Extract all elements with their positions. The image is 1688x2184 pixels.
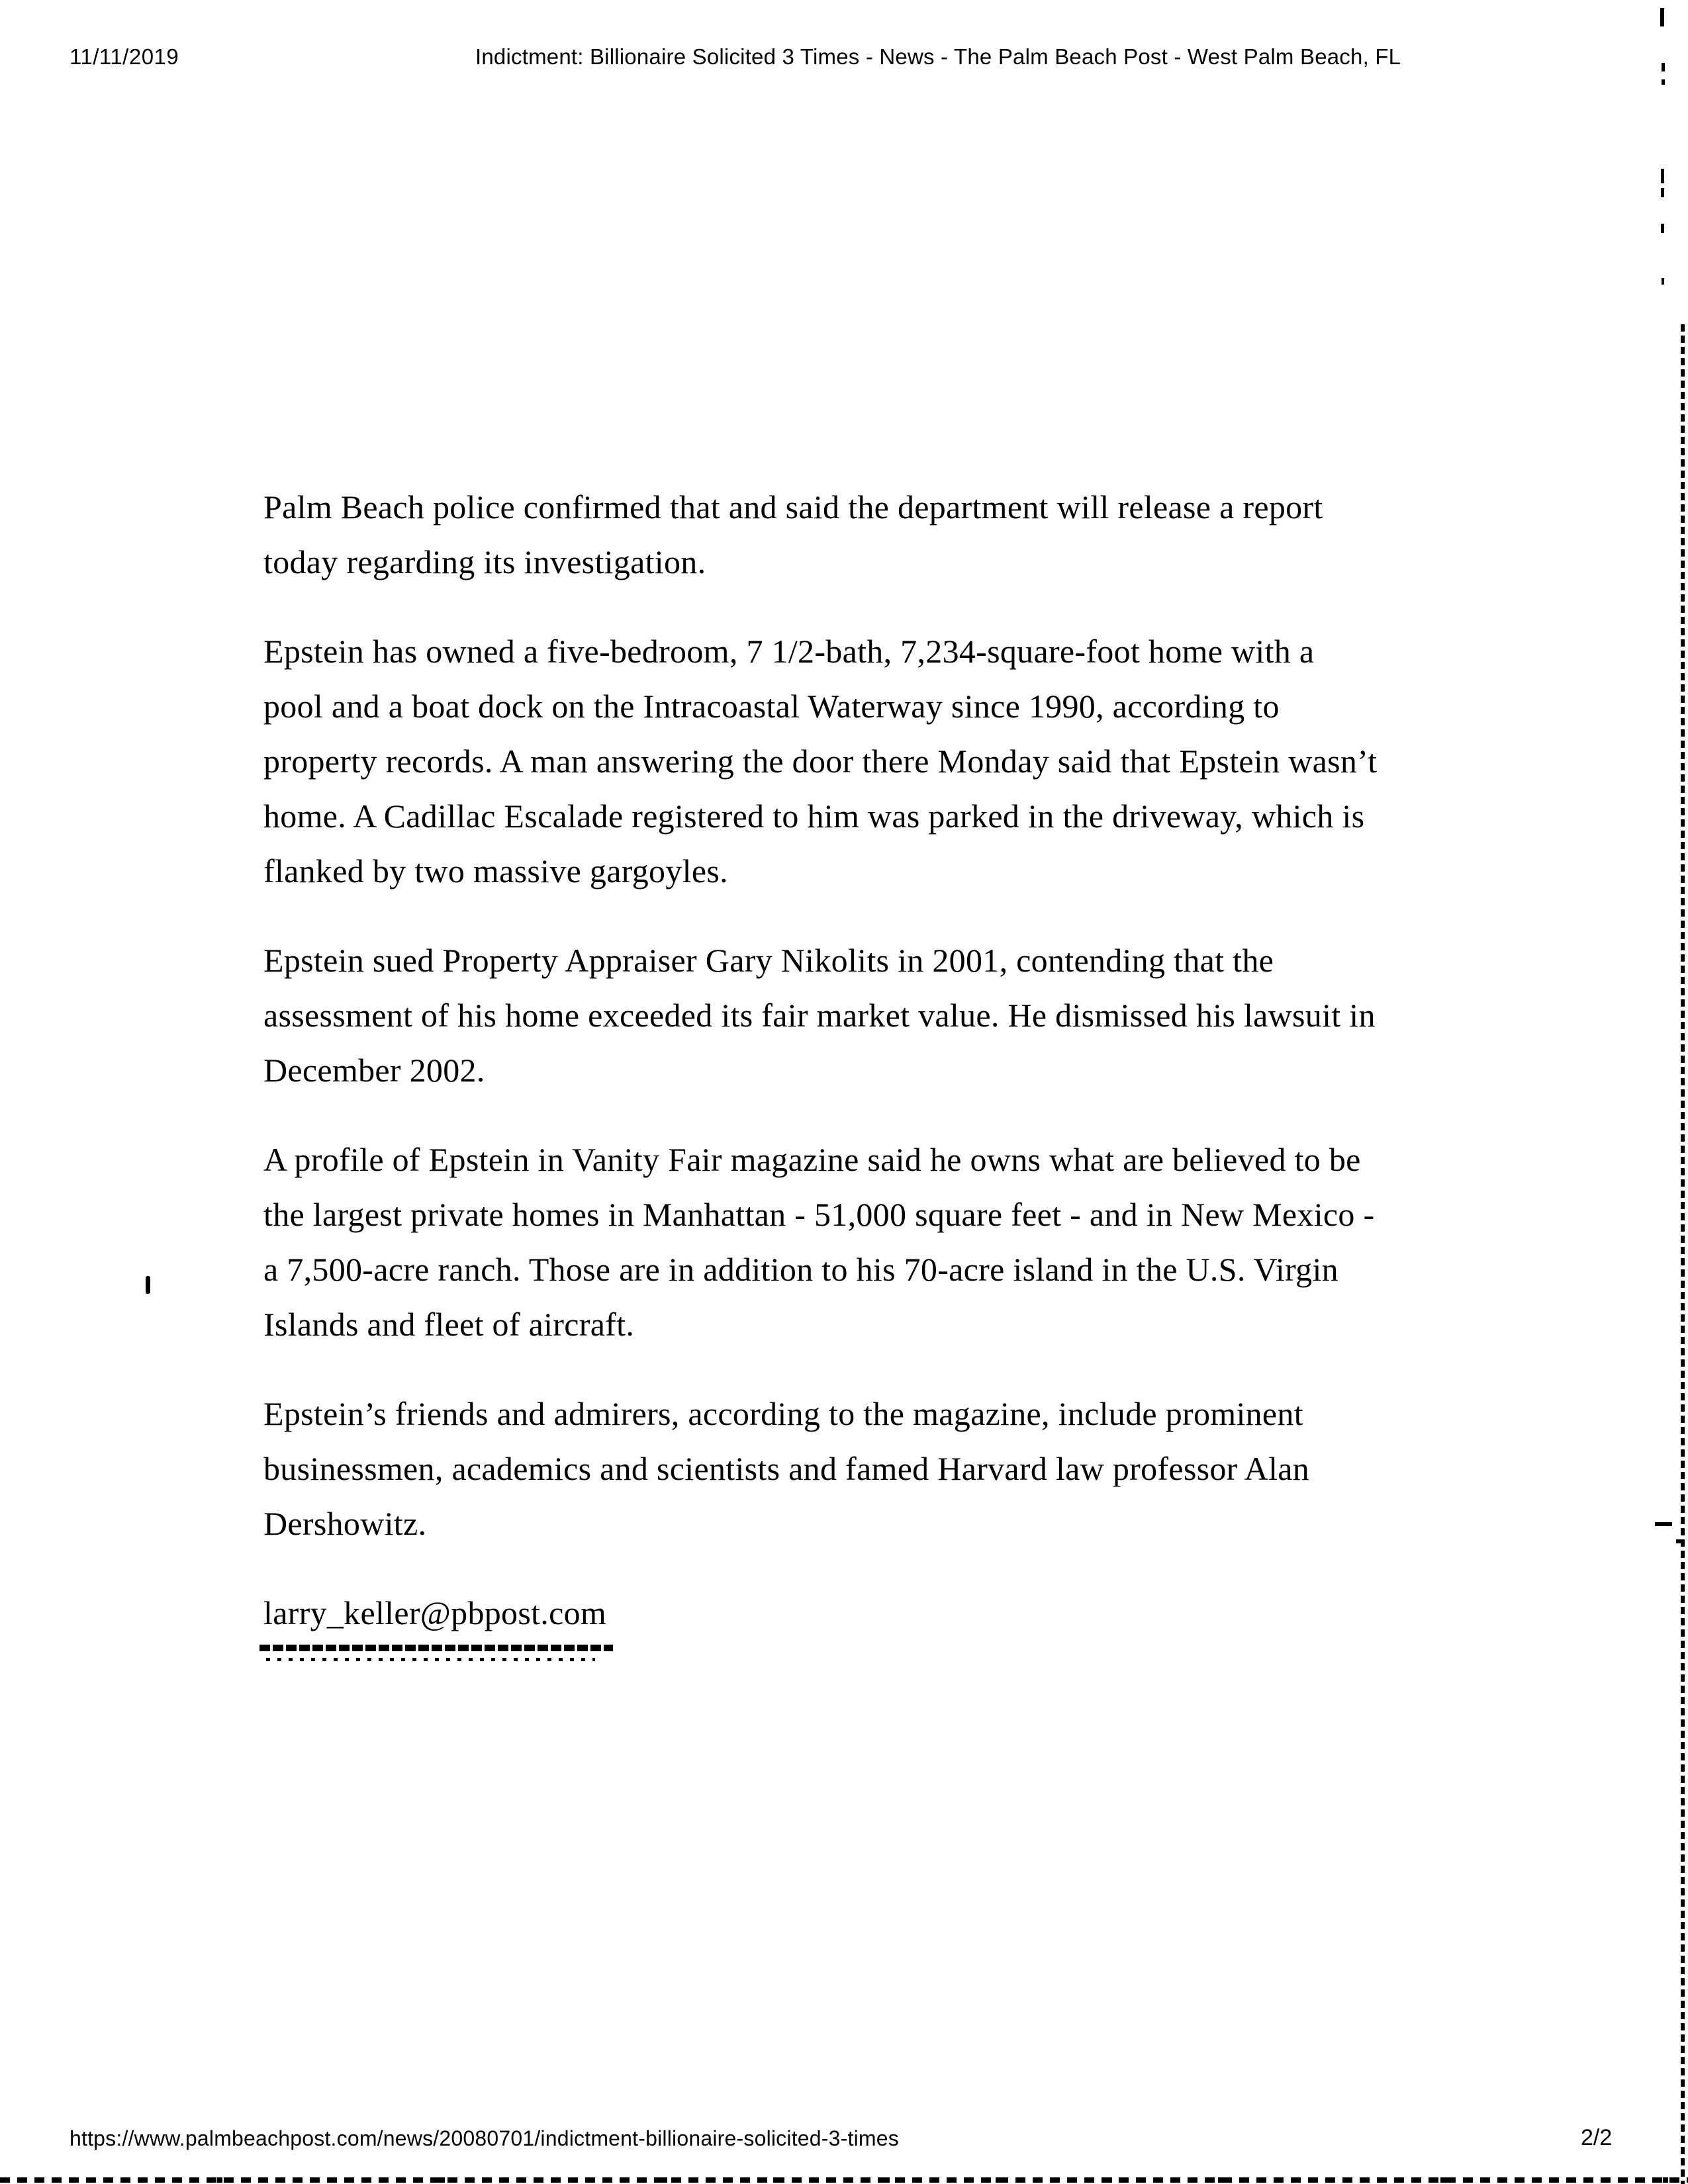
article-paragraph: Epstein’s friends and admirers, according to the magazine, include prominent businessmen, academics and scientists and famed Harvard law professor Alan Dershowitz. <box>263 1395 1310 1542</box>
print-header-document-title: Indictment: Billionaire Solicited 3 Times - News - The Palm Beach Post - West Palm Beach, FL <box>475 44 1401 69</box>
scan-bottom-edge-noise-line <box>0 2177 1688 2183</box>
article-paragraph: Epstein sued Property Appraiser Gary Nikolits in 2001, contending that the assessment of his home exceeded its fair market value. He dismissed his lawsuit in December 2002. <box>263 942 1376 1089</box>
scan-edge-mark <box>1662 79 1665 85</box>
scan-stray-ink-mark <box>146 1276 150 1294</box>
article-paragraph: Palm Beach police confirmed that and said the department will release a report today regarding its investigation. <box>263 488 1323 580</box>
scan-underline-dots-artifact <box>266 1658 595 1661</box>
scan-edge-mark <box>1661 188 1664 197</box>
scan-edge-mark <box>1661 169 1664 183</box>
scan-side-mark <box>1676 1539 1681 1543</box>
author-email-text: larry_keller@pbpost.com <box>263 1594 607 1631</box>
scan-underline-artifact <box>259 1645 613 1651</box>
scan-edge-mark <box>1661 224 1664 233</box>
scan-right-edge-noise-line <box>1681 324 1685 2184</box>
article-paragraph: Epstein has owned a five-bedroom, 7 1/2-bath, 7,234-square-foot home with a pool and a boat dock on the Intracoastal Waterway since 1990, according to property records. A man answering the door there Monday said that Epstein wasn’t home. A Cadillac Escalade registered to him was parked in the driveway, which is flanked by two massive gargoyles. <box>263 633 1378 889</box>
author-email-link[interactable] <box>263 1586 606 1641</box>
article-paragraph: A profile of Epstein in Vanity Fair magazine said he owns what are believed to be the largest private homes in Manhattan - 51,000 square feet - and in New Mexico - a 7,500-acre ranch. Those are in addition to his 70-acre island in the U.S. Virgin Islands and fleet of aircraft. <box>263 1141 1375 1343</box>
scan-side-mark <box>1655 1522 1672 1526</box>
article-body <box>263 480 1382 1675</box>
print-header-date: 11/11/2019 <box>70 44 179 69</box>
scan-edge-mark <box>1660 8 1664 26</box>
scan-edge-mark <box>1662 63 1665 71</box>
print-footer-page-number: 2/2 <box>1581 2125 1613 2150</box>
article-byline-line <box>263 1586 1382 1641</box>
scan-edge-mark <box>1662 278 1664 285</box>
print-footer-url: https://www.palmbeachpost.com/news/20080701/indictment-billionaire-solicited-3-times <box>70 2126 899 2150</box>
